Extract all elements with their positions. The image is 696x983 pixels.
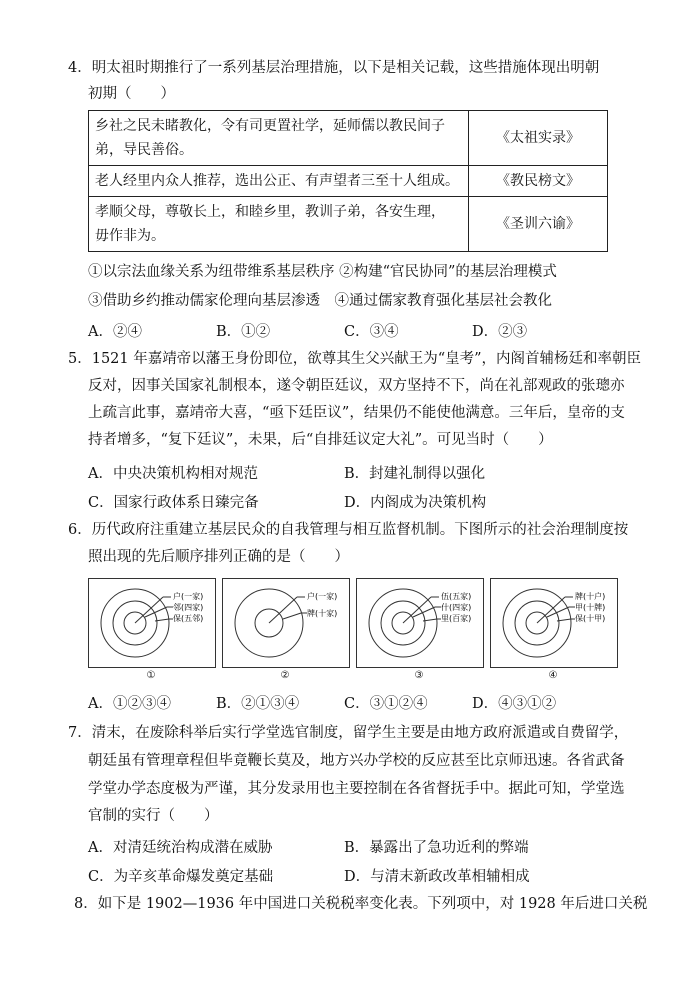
diagram-3 — [356, 578, 484, 668]
option-a[interactable]: A．①②③④ — [88, 696, 171, 712]
table-cell-text: 乡社之民未睹教化，令有司更置社学，延师儒以教民间子 弟，导民善俗。 — [89, 111, 469, 166]
diagram-caption: ③ — [414, 670, 424, 681]
q4-items-2: ③借助乡约推动儒家伦理向基层渗透 ④通过儒家教育强化基层社会教化 — [88, 293, 552, 309]
diagram-label: 牌(十户) — [575, 592, 606, 601]
q4-source-table — [88, 110, 608, 252]
concentric-circles-diagram — [89, 579, 215, 667]
option-b[interactable]: B．①② — [216, 324, 271, 340]
q4-stem-line1: 4．明太祖时期推行了一系列基层治理措施，以下是相关记载，这些措施体现出明朝 — [68, 60, 600, 76]
diagram-label: 牌(十家) — [307, 609, 338, 618]
option-b[interactable]: B．暴露出了急功近利的弊端 — [344, 840, 529, 856]
q8-stem-line1: 8．如下是 1902—1936 年中国进口关税税率变化表。下列项中，对 1928 年后进口关税 — [74, 896, 648, 912]
diagram-caption: ① — [146, 670, 156, 681]
q5-options-row2 — [88, 491, 600, 512]
q7-stem-line4: 官制的实行（ ） — [88, 808, 219, 824]
diagram-label: 保(五邻) — [173, 614, 204, 623]
q7-options-row1 — [88, 836, 600, 857]
table-cell-source: 《太祖实录》 — [469, 111, 608, 166]
option-d[interactable]: D．④③①② — [472, 696, 557, 712]
diagram-caption: ④ — [548, 670, 558, 681]
table-cell-text: 孝顺父母，尊敬长上，和睦乡里，教训子弟，各安生理， 毋作非为。 — [89, 197, 469, 252]
diagram-label: 什(四家) — [441, 603, 472, 612]
diagram-label: 户(一家) — [307, 592, 338, 601]
concentric-circles-diagram — [223, 579, 349, 667]
diagram-label: 里(百家) — [441, 614, 472, 623]
table-cell-source: 《教民榜文》 — [469, 166, 608, 197]
q4-items-1: ①以宗法血缘关系为纽带维系基层秩序 ②构建“官民协同”的基层治理模式 — [88, 264, 557, 280]
diagram-4 — [490, 578, 618, 668]
diagram-label: 甲(十牌) — [575, 603, 606, 612]
option-b[interactable]: B．封建礼制得以强化 — [344, 466, 486, 482]
option-c[interactable]: C．③①②④ — [344, 696, 428, 712]
table-cell-text: 老人经里内众人推荐，选出公正、有声望者三至十人组成。 — [89, 166, 469, 197]
q5-stem-line4: 持者增多，“复下廷议”，未果，后“自排廷议定大礼”。可见当时（ ） — [88, 432, 553, 448]
table-row — [89, 197, 608, 252]
option-a[interactable]: A．对清廷统治构成潜在威胁 — [88, 840, 273, 856]
q7-stem-line3: 学堂办学态度极为严谨，其分发录用也主要控制在各省督抚手中。据此可知，学堂选 — [88, 781, 625, 797]
diagram-label: 邻(四家) — [173, 603, 204, 612]
q7-stem-line1: 7．清末，在废除科举后实行学堂选官制度，留学生主要是由地方政府派遣或自费留学， — [68, 725, 629, 741]
option-c[interactable]: C．为辛亥革命爆发奠定基础 — [88, 869, 274, 885]
q6-diagrams — [88, 578, 616, 682]
q7-options-row2 — [88, 865, 600, 886]
q6-stem-line2: 照出现的先后顺序排列正确的是（ ） — [88, 549, 349, 565]
diagram-label: 伍(五家) — [441, 592, 472, 601]
q6-options — [88, 692, 600, 713]
q5-options-row1 — [88, 462, 600, 483]
diagram-label: 户(一家) — [173, 592, 204, 601]
q5-stem-line2: 反对，因事关国家礼制根本，遂令朝臣廷议，双方坚持不下，尚在礼部观政的张璁亦 — [88, 378, 625, 394]
q7-stem-line2: 朝廷虽有管理章程但毕竟鞭长莫及，地方兴办学校的反应甚至比京师迅速。各省武备 — [88, 753, 625, 769]
diagram-label: 保(十甲) — [575, 614, 606, 623]
option-d[interactable]: D．与清末新政改革相辅相成 — [344, 869, 530, 885]
option-b[interactable]: B．②①③④ — [216, 696, 300, 712]
option-d[interactable]: D．②③ — [472, 324, 528, 340]
option-c[interactable]: C．国家行政体系日臻完备 — [88, 495, 259, 511]
q6-stem-line1: 6．历代政府注重建立基层民众的自我管理与相互监督机制。下图所示的社会治理制度按 — [68, 522, 629, 538]
concentric-circles-diagram — [357, 579, 483, 667]
diagram-caption: ② — [280, 670, 290, 681]
table-row — [89, 166, 608, 197]
q4-options — [88, 320, 600, 341]
concentric-circles-diagram — [491, 579, 617, 667]
option-c[interactable]: C．③④ — [344, 324, 399, 340]
q5-stem-line1: 5．1521 年嘉靖帝以藩王身份即位，欲尊其生父兴献王为“皇考”，内阁首辅杨廷和率朝臣 — [68, 351, 642, 367]
q4-stem-line2: 初期（ ） — [88, 86, 175, 102]
table-row — [89, 111, 608, 166]
diagram-1 — [88, 578, 216, 668]
q5-stem-line3: 上疏言此事，嘉靖帝大喜，“亟下廷臣议”，结果仍不能使他满意。三年后，皇帝的支 — [88, 405, 625, 421]
diagram-2 — [222, 578, 350, 668]
option-a[interactable]: A．②④ — [88, 324, 142, 340]
table-cell-source: 《圣训六谕》 — [469, 197, 608, 252]
option-d[interactable]: D．内阁成为决策机构 — [344, 495, 487, 511]
option-a[interactable]: A．中央决策机构相对规范 — [88, 466, 258, 482]
